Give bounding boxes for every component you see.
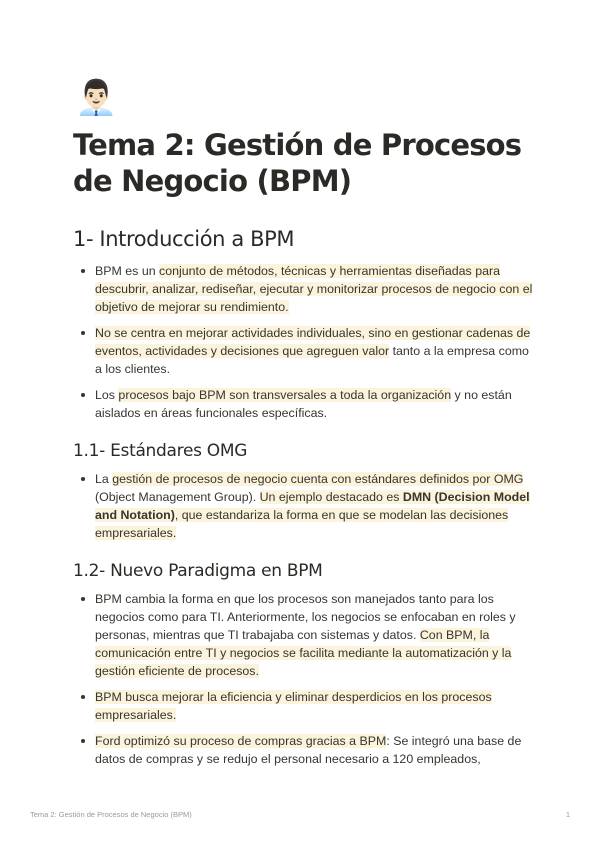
list-item: No se centra en mejorar actividades individuales, sino en gestionar cadenas de eventos, actividades y decisiones que agreguen valor tanto a la empresa como a los clientes.	[73, 324, 533, 378]
document-page	[73, 78, 533, 776]
bold-highlighted-text: DMN (Decision Model and Notation)	[95, 490, 530, 522]
man-office-worker-icon: 👨🏻‍💼	[75, 79, 118, 117]
page-number: 1	[565, 810, 570, 819]
highlighted-text: BPM busca mejorar la eficiencia y eliminar desperdicios en los procesos empresariales.	[95, 690, 492, 722]
page-title: Tema 2: Gestión de Procesos de Negocio (BPM)	[73, 128, 522, 198]
list-item: Los procesos bajo BPM son transversales a toda la organización y no están aislados en áreas funcionales específicas.	[73, 386, 533, 422]
section-heading-estandares-omg: 1.1- Estándares OMG	[73, 441, 248, 461]
bullet-list-introduccion	[73, 262, 533, 422]
highlighted-text: procesos bajo BPM son transversales a toda la organización	[118, 388, 452, 402]
highlighted-text: Un ejemplo destacado es	[259, 490, 403, 504]
section-heading-nuevo-paradigma: 1.2- Nuevo Paradigma en BPM	[73, 561, 323, 581]
list-item: Ford optimizó su proceso de compras gracias a BPM: Se integró una base de datos de compras y se redujo el personal necesario a 120 empleados,	[73, 732, 533, 768]
highlighted-text: No se centra en mejorar actividades individuales, sino en gestionar cadenas de eventos, actividades y decisiones que agreguen valor	[95, 326, 531, 358]
list-item: La gestión de procesos de negocio cuenta con estándares definidos por OMG (Object Management Group). Un ejemplo destacado es DMN (Decision Model and Notation), que estandariza la forma en que se modelan las decisiones empresariales.	[73, 470, 533, 542]
list-item: BPM es un conjunto de métodos, técnicas y herramientas diseñadas para descubrir, analizar, rediseñar, ejecutar y monitorizar procesos de negocio con el objetivo de mejorar su rendimiento.	[73, 262, 533, 316]
highlighted-text: gestión de procesos de negocio cuenta con estándares definidos por OMG	[112, 472, 524, 486]
list-item: BPM cambia la forma en que los procesos son manejados tanto para los negocios como para TI. Anteriormente, los negocios se enfocaban en roles y personas, mientras que TI trabajaba con sistemas y datos. Con BPM, la comunicación entre TI y negocios se facilita mediante la automatización y la gestión eficiente de procesos.	[73, 590, 533, 680]
highlighted-text: Ford optimizó su proceso de compras gracias a BPM	[95, 734, 387, 748]
bullet-list-paradigma	[73, 590, 533, 768]
page-footer	[30, 810, 570, 819]
list-item	[73, 688, 533, 724]
highlighted-text: Con BPM, la comunicación entre TI y negocios se facilita mediante la automatización y la gestión eficiente de procesos.	[95, 628, 512, 678]
highlighted-text: conjunto de métodos, técnicas y herramientas diseñadas para descubrir, analizar, rediseñar, ejecutar y monitorizar procesos de negocio con el objetivo de mejorar su rendimiento.	[95, 264, 533, 314]
section-heading-introduccion: 1- Introducción a BPM	[73, 227, 295, 251]
bullet-list-estandares	[73, 470, 533, 542]
footer-title: Tema 2: Gestión de Procesos de Negocio (BPM)	[30, 810, 192, 819]
highlighted-text: , que estandariza la forma en que se modelan las decisiones empresariales.	[95, 508, 509, 540]
